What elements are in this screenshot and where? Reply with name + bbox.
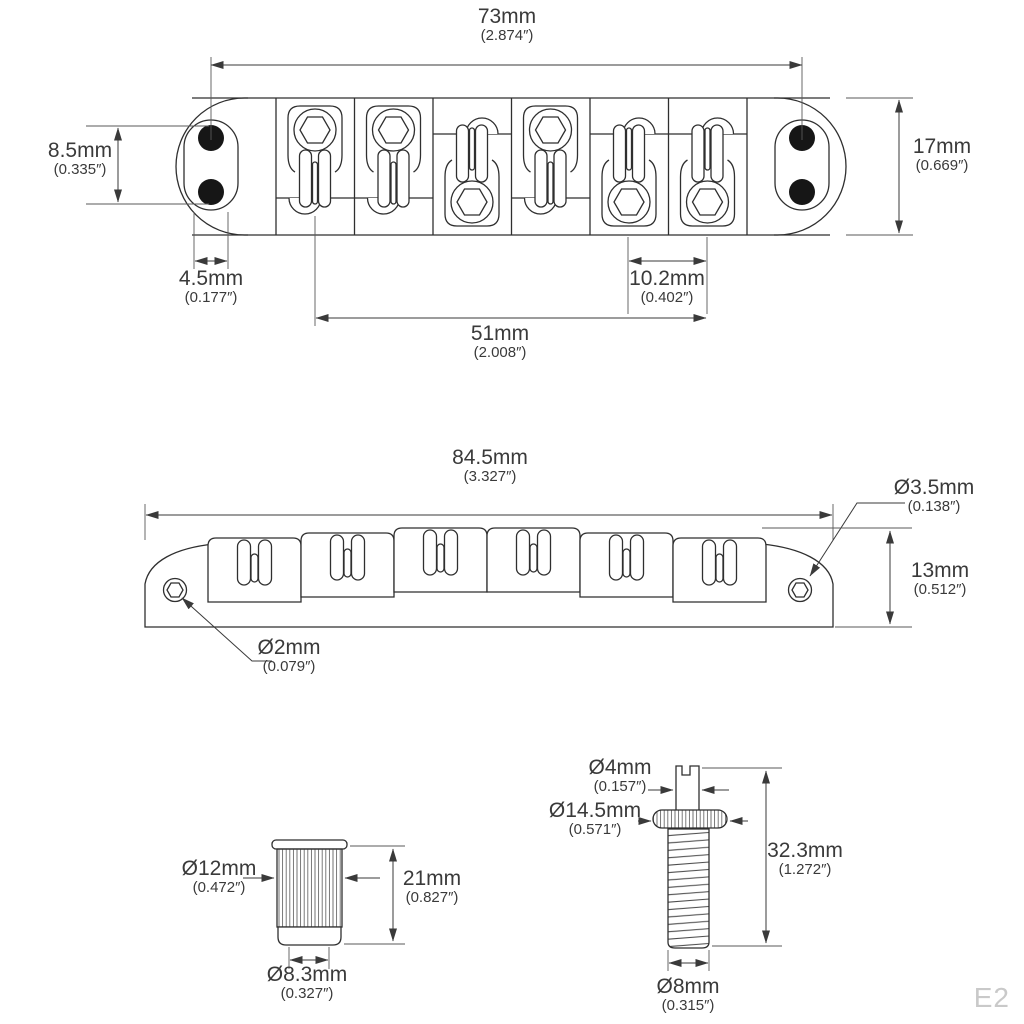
dim-wrench-hole-right: Ø3.5mm (0.138″): [893, 476, 975, 516]
dim-overall-length: 84.5mm (3.327″): [452, 446, 528, 486]
dim-stud-tip: Ø4mm (0.157″): [588, 756, 652, 796]
dim-slot-length: 8.5mm (0.335″): [47, 139, 113, 179]
bridge-side-view-drawing: [145, 528, 833, 627]
dim-string-spread: 51mm (2.008″): [470, 322, 530, 362]
dim-body-width: 17mm (0.669″): [912, 135, 972, 175]
dim-wrench-hole-left: Ø2mm (0.079″): [257, 636, 321, 676]
dim-bushing-height: 21mm (0.827″): [402, 867, 462, 907]
dim-stud-length: 32.3mm (1.272″): [767, 839, 843, 879]
dim-slot-width: 4.5mm (0.177″): [178, 267, 244, 307]
dim-stud-thread: Ø8mm (0.315″): [656, 975, 720, 1015]
bridge-top-view-drawing: [176, 98, 846, 235]
dim-bushing-inner: Ø8.3mm (0.327″): [266, 963, 348, 1003]
dim-bushing-outer: Ø12mm (0.472″): [181, 857, 257, 897]
dim-stud-head: Ø14.5mm (0.571″): [548, 799, 642, 839]
dim-saddle-pitch: 10.2mm (0.402″): [629, 267, 705, 307]
bushing-drawing: [272, 840, 347, 945]
dim-body-height: 13mm (0.512″): [910, 559, 970, 599]
dim-post-spacing: 73mm (2.874″): [477, 5, 537, 45]
watermark: E2: [973, 982, 1010, 1013]
